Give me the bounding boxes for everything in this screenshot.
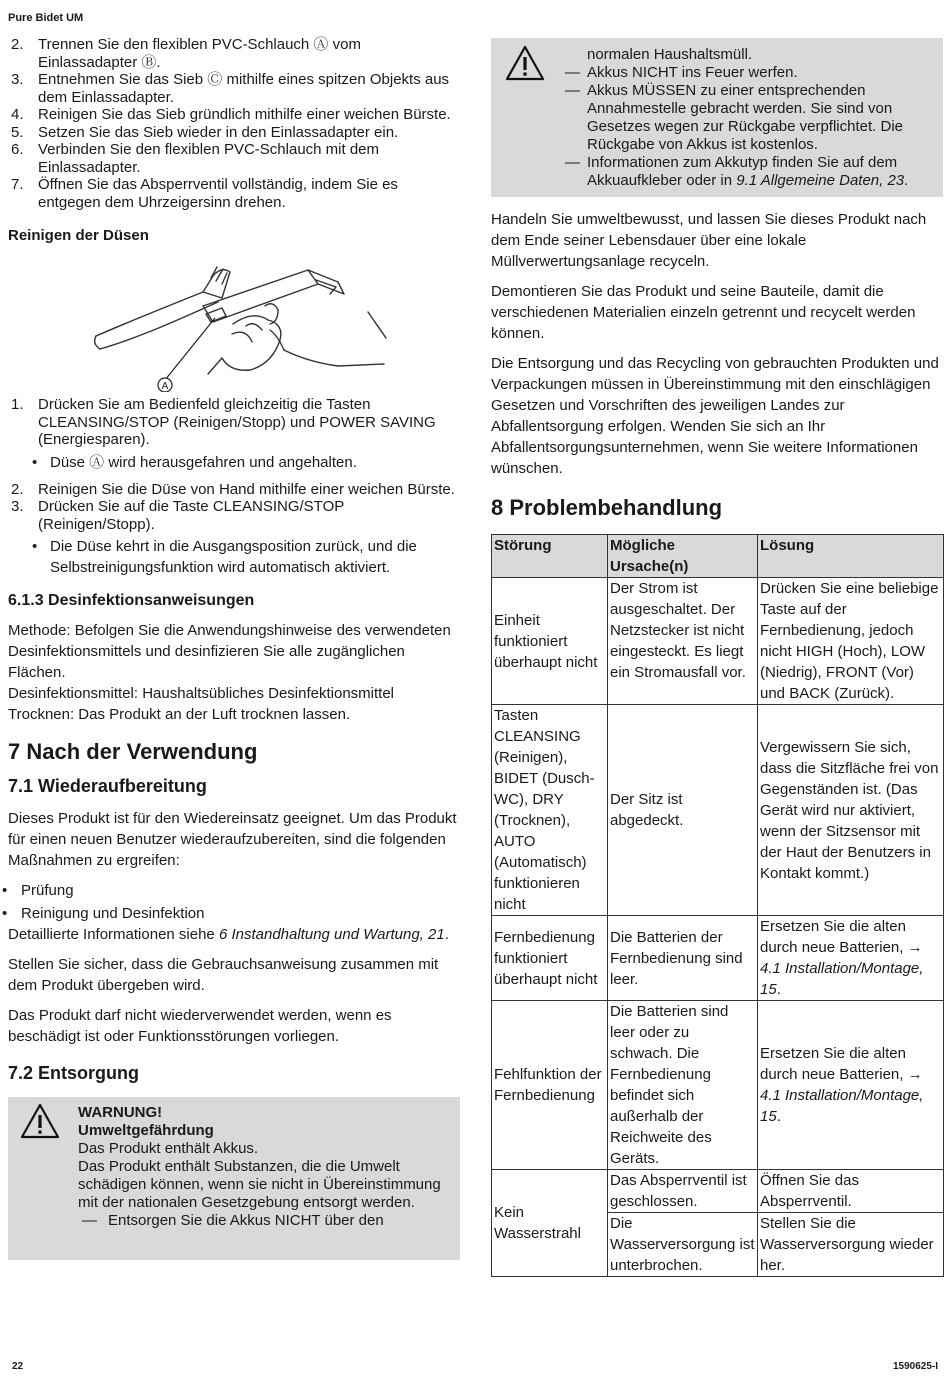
list-item: • Reinigung und Desinfektion: [8, 903, 463, 924]
warning-subtitle: Umweltgefährdung: [78, 1122, 214, 1139]
warning-box-continued: [491, 38, 943, 197]
list-item: 5. Setzen Sie das Sieb wieder in den Einlassadapter ein.: [11, 123, 399, 141]
table-cell: Ersetzen Sie die alten durch neue Batterien, → 4.1 Installation/Montage, 15.: [758, 1001, 944, 1170]
table-cell: Drücken Sie eine beliebige Taste auf der Fernbedienung, jedoch nicht HIGH (Hoch), LOW (Niedrig), FRONT (Vor) und BACK (Zurück).: [758, 578, 944, 705]
document-id: 1590625-I: [892, 1361, 938, 1372]
nozzle-steps: [8, 396, 463, 449]
chapter-heading-7: 7 Nach der Verwendung: [8, 739, 258, 764]
table-row: [492, 578, 944, 705]
left-column: [8, 36, 463, 1260]
paragraph: Desinfektionsmittel: Haushaltsübliches Desinfektionsmittel: [8, 685, 395, 702]
table-cell: Die Batterien sind leer oder zu schwach. Die Fernbedienung befindet sich außerhalb der Reichweite des Geräts.: [608, 1001, 758, 1170]
section-heading-613: 6.1.3 Desinfektionsanweisungen: [8, 592, 255, 609]
list-item: 7. Öffnen Sie das Absperrventil vollständig, indem Sie es entgegen dem Uhrzeigersinn drehen.: [11, 176, 398, 211]
paragraph: Detaillierte Informationen siehe 6 Instandhaltung und Wartung, 21.: [8, 926, 449, 943]
table-row: [492, 705, 944, 916]
table-cell: Ersetzen Sie die alten durch neue Batterien, → 4.1 Installation/Montage, 15.: [758, 916, 944, 1001]
fix-part: Stellen Sie die Wasserversorgung wieder her.: [758, 1212, 943, 1276]
warning-title: WARNUNG!: [78, 1104, 163, 1121]
paragraph: Stellen Sie sicher, dass die Gebrauchsanweisung zusammen mit dem Produkt übergeben wird.: [8, 956, 439, 994]
table-row: [492, 1001, 944, 1170]
table-cell: Vergewissern Sie sich, dass die Sitzfläche frei von Gegenständen ist. (Das Gerät wird nur aktiviert, wenn der Sitzsensor mit der Haut der Benutzers in Kontakt kommt.): [758, 705, 944, 916]
table-cell: Der Sitz ist abgedeckt.: [608, 705, 758, 916]
list-item: • Prüfung: [8, 880, 463, 901]
column-header: Mögliche Ursache(n): [608, 535, 758, 578]
paragraph: Die Entsorgung und das Recycling von gebrauchten Produkten und Verpackungen müssen in Übereinstimmung mit den einschlägigen Gesetzen und Vorschriften des jeweiligen Landes zur Abfallentsorgung erfolgen. Wenden Sie sich an Ihr Abfallentsorgungsunternehmen, wenn Sie weitere Informationen wünschen.: [491, 355, 939, 477]
paragraph: Methode: Befolgen Sie die Anwendungshinweise des verwendeten Desinfektionsmittels und desinfizieren Sie alle zugänglichen Flächen.: [8, 622, 451, 681]
fix-part: Öffnen Sie das Absperrventil.: [760, 1172, 859, 1210]
warning-triangle-icon: [505, 45, 545, 81]
paragraph: Handeln Sie umweltbewusst, und lassen Sie dieses Produkt nach dem Ende seiner Lebensdauer über eine lokale Müllverwertungsanlage recyceln.: [491, 211, 927, 270]
nozzle-cleaning-figure: [8, 254, 463, 392]
section-heading-nozzle: Reinigen der Düsen: [8, 227, 149, 244]
warning-box: [8, 1097, 460, 1260]
paragraph: Demontieren Sie das Produkt und seine Bauteile, damit die verschiedenen Materialien einzeln getrennt und recycelt werden können.: [491, 283, 916, 342]
table-cell: Tasten CLEANSING (Reinigen), BIDET (Dusch-WC), DRY (Trocknen), AUTO (Automatisch) funktionieren nicht: [492, 705, 608, 916]
warning-dash-item: — Informationen zum Akkutyp finden Sie auf dem Akkuaufkleber oder in 9.1 Allgemeine Daten, 23.: [565, 154, 937, 190]
warning-text: Das Produkt enthält Substanzen, die die Umwelt schädigen können, wenn sie nicht in Übereinstimmung mit der nationalen Gesetzgebung entsorgt werden.: [78, 1158, 441, 1211]
section-heading-71: 7.1 Wiederaufbereitung: [8, 776, 207, 796]
sub-bullet: • Düse Ⓐ wird herausgefahren und angehalten.: [8, 452, 463, 473]
list-item: 3. Drücken Sie auf die Taste CLEANSING/STOP (Reinigen/Stopp).: [11, 498, 344, 533]
list-item: 3. Entnehmen Sie das Sieb Ⓒ mithilfe eines spitzen Objekts aus dem Einlassadapter.: [11, 71, 450, 106]
nozzle-steps-continued: [8, 481, 463, 534]
list-item: 1. Drücken Sie am Bedienfeld gleichzeitig die Tasten CLEANSING/STOP (Reinigen/Stopp) und POWER SAVING (Energiesparen).: [11, 396, 436, 448]
table-cell: [608, 1170, 758, 1277]
column-header: Lösung: [758, 535, 944, 578]
table-cell: Fehlfunktion der Fernbedienung: [492, 1001, 608, 1170]
paragraph: Trocknen: Das Produkt an der Luft trocknen lassen.: [8, 706, 351, 723]
cause-part: Das Absperrventil ist geschlossen.: [610, 1172, 747, 1210]
cross-reference[interactable]: 6 Instandhaltung und Wartung, 21: [218, 926, 445, 943]
table-header-row: [492, 535, 944, 578]
paragraph: Das Produkt darf nicht wiederverwendet werden, wenn es beschädigt ist oder Funktionsstörungen vorliegen.: [8, 1007, 392, 1045]
table-row: [492, 1170, 944, 1277]
table-cell: Kein Wasserstrahl: [492, 1170, 608, 1277]
table-cell: Fernbedienung funktioniert überhaupt nicht: [492, 916, 608, 1001]
column-header: Störung: [492, 535, 608, 578]
list-item: 4. Reinigen Sie das Sieb gründlich mithilfe einer weichen Bürste.: [11, 106, 451, 123]
section-heading-72: 7.2 Entsorgung: [8, 1063, 140, 1083]
figure-callout-label: A: [161, 381, 169, 392]
cross-reference[interactable]: 4.1 Installation/Montage, 15: [760, 1087, 924, 1125]
table-cell: [758, 1170, 944, 1277]
page-number: 22: [12, 1361, 24, 1372]
sub-bullet: • Die Düse kehrt in die Ausgangsposition zurück, und die Selbstreinigungsfunktion wird automatisch aktiviert.: [8, 536, 463, 578]
table-cell: Einheit funktioniert überhaupt nicht: [492, 578, 608, 705]
warning-dash-item: — Akkus MÜSSEN zu einer entsprechenden Annahmestelle gebracht werden. Sie sind von Gesetzes wegen zur Rückgabe verpflichtet. Die Rückgabe von Akkus ist kostenlos.: [565, 82, 937, 154]
running-header: Pure Bidet UM: [8, 12, 84, 24]
warning-text: normalen Haushaltsmüll.: [587, 46, 753, 63]
warning-triangle-icon: [20, 1103, 60, 1139]
chapter-heading-8: 8 Problembehandlung: [491, 495, 723, 520]
cause-part: Die Wasserversorgung ist unterbrochen.: [608, 1212, 757, 1276]
warning-dash-item: — Akkus NICHT ins Feuer werfen.: [565, 64, 937, 82]
table-cell: Der Strom ist ausgeschaltet. Der Netzstecker ist nicht eingesteckt. Es liegt ein Stromausfall vor.: [608, 578, 758, 705]
list-item: 2. Reinigen Sie die Düse von Hand mithilfe einer weichen Bürste.: [11, 480, 455, 498]
warning-text: Das Produkt enthält Akkus.: [78, 1140, 259, 1157]
paragraph: Dieses Produkt ist für den Wiedereinsatz geeignet. Um das Produkt für einen neuen Benutzer wiederaufzubereiten, sind die folgenden Maßnahmen zu ergreifen:: [8, 810, 457, 869]
troubleshooting-table: [491, 534, 944, 1277]
list-item: 6. Verbinden Sie den flexiblen PVC-Schlauch mit dem Einlassadapter.: [11, 141, 380, 176]
warning-dash-item: — Entsorgen Sie die Akkus NICHT über den: [82, 1212, 453, 1230]
table-row: [492, 916, 944, 1001]
cross-reference[interactable]: 9.1 Allgemeine Daten, 23: [736, 172, 905, 189]
table-cell: Die Batterien der Fernbedienung sind leer.: [608, 916, 758, 1001]
cross-reference[interactable]: 4.1 Installation/Montage, 15: [760, 960, 924, 998]
filter-cleaning-steps: [8, 36, 463, 211]
right-column: [491, 38, 943, 1277]
list-item: 2. Trennen Sie den flexiblen PVC-Schlauch Ⓐ vom Einlassadapter Ⓑ.: [11, 36, 361, 71]
